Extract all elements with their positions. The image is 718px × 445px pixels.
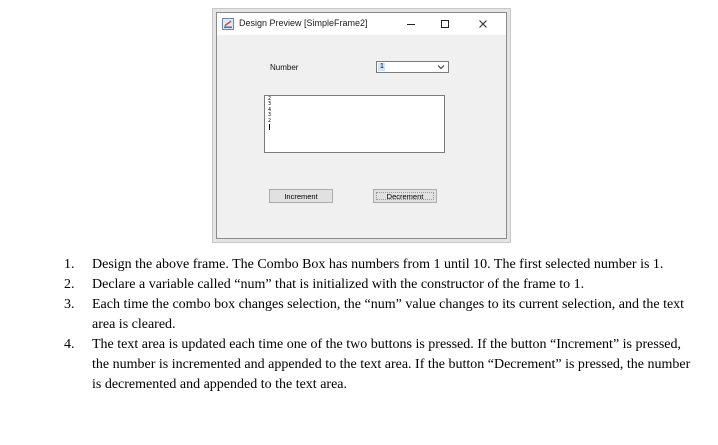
text-caret bbox=[269, 124, 270, 130]
list-item bbox=[58, 275, 698, 295]
list-item bbox=[58, 295, 698, 335]
close-button[interactable] bbox=[467, 13, 499, 35]
text-area-line: 2 bbox=[268, 117, 272, 124]
text-area-line: 2 bbox=[268, 96, 272, 102]
minimize-icon bbox=[406, 19, 416, 29]
list-item-text: The text area is updated each time one of the two buttons is pressed. If the button “Increment” is pressed, the number is incremented and appended to the text area. If the button “Decrement” is pressed, the number is decremented and appended to the text area. bbox=[92, 337, 691, 392]
title-bar[interactable] bbox=[217, 13, 506, 35]
number-label: Number bbox=[270, 63, 299, 72]
chevron-down-icon[interactable] bbox=[436, 62, 446, 72]
instruction-list bbox=[58, 255, 698, 395]
list-item-text: Design the above frame. The Combo Box has numbers from 1 until 10. The first selected number is 1. bbox=[92, 257, 664, 272]
decrement-button[interactable] bbox=[373, 189, 437, 203]
list-item-number: 1. bbox=[64, 257, 75, 272]
design-preview-window bbox=[216, 12, 507, 239]
maximize-button[interactable] bbox=[429, 13, 461, 35]
window-title: Design Preview [SimpleFrame2] bbox=[239, 18, 368, 28]
text-area-line: 4 bbox=[268, 106, 272, 113]
increment-button-label: Increment bbox=[284, 191, 318, 201]
text-area-line: 3 bbox=[268, 112, 272, 119]
list-item bbox=[58, 255, 698, 275]
list-item-number: 3. bbox=[64, 297, 75, 312]
list-item-number: 2. bbox=[64, 277, 75, 292]
list-item-text: Each time the combo box changes selection, the “num” value changes to its current selection, and the text area is cleared. bbox=[92, 297, 685, 332]
list-item-text: Declare a variable called “num” that is initialized with the constructor of the frame to 1. bbox=[92, 277, 585, 292]
text-area-line: 3 bbox=[268, 101, 272, 108]
close-icon bbox=[478, 19, 488, 29]
output-text-area[interactable] bbox=[264, 95, 445, 153]
list-item-number: 4. bbox=[64, 337, 75, 352]
java-app-icon bbox=[222, 18, 234, 30]
number-combo-box[interactable] bbox=[376, 61, 449, 73]
minimize-button[interactable] bbox=[395, 13, 427, 35]
combo-selected-value: 1 bbox=[380, 63, 384, 70]
content-pane bbox=[217, 35, 506, 238]
maximize-icon bbox=[440, 19, 450, 29]
list-item bbox=[58, 335, 698, 395]
decrement-button-label: Decrement bbox=[386, 191, 424, 201]
increment-button[interactable] bbox=[269, 189, 333, 203]
